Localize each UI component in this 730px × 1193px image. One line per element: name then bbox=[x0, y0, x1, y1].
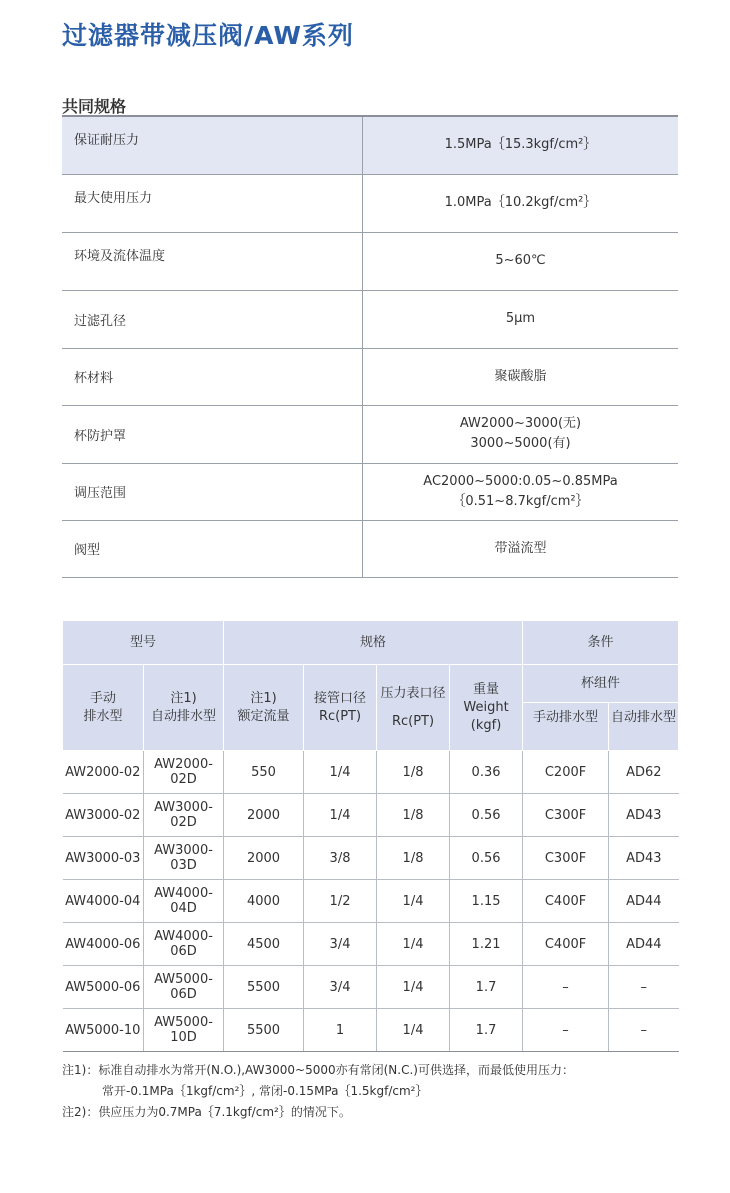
spec-row bbox=[62, 174, 678, 232]
cup-auto-cell: AD43 bbox=[609, 837, 679, 880]
table-row bbox=[63, 880, 679, 923]
port-size-cell: 1/2 bbox=[304, 880, 377, 923]
rated-flow-cell: 2000 bbox=[224, 794, 304, 837]
header-auto-drain-l1: 注1) bbox=[170, 690, 197, 706]
header-port-size-l2: Rc(PT) bbox=[318, 708, 362, 724]
spec-value-line: 1.5MPa｛15.3kgf/cm²｝ bbox=[444, 137, 597, 153]
spec-value bbox=[363, 290, 679, 348]
spec-row bbox=[62, 232, 678, 290]
header-auto-drain bbox=[144, 665, 224, 751]
spec-row bbox=[62, 520, 678, 577]
header-weight-l2: Weight bbox=[463, 699, 509, 715]
model-manual-cell: AW2000-02 bbox=[63, 751, 144, 794]
page-title: 过滤器带减压阀/AW系列 bbox=[62, 21, 354, 50]
spec-value bbox=[363, 463, 679, 520]
spec-value bbox=[363, 348, 679, 405]
spec-value-line: 聚碳酸脂 bbox=[494, 368, 547, 384]
cup-auto-cell: – bbox=[609, 1009, 679, 1052]
spec-label: 过滤孔径 bbox=[62, 290, 363, 348]
spec-row bbox=[62, 290, 678, 348]
gauge-port-cell: 1/4 bbox=[377, 923, 450, 966]
model-auto-cell: AW2000-02D bbox=[144, 751, 224, 794]
header-model: 型号 bbox=[63, 621, 224, 665]
model-auto-cell: AW3000-03D bbox=[144, 837, 224, 880]
gauge-port-cell: 1/4 bbox=[377, 1009, 450, 1052]
header-weight-l1: 重量 bbox=[473, 681, 500, 697]
spec-value bbox=[363, 405, 679, 463]
cup-manual-cell: – bbox=[523, 966, 609, 1009]
spec-label: 阀型 bbox=[62, 520, 363, 577]
header-cup-manual: 手动排水型 bbox=[523, 703, 609, 751]
model-auto-cell: AW5000-06D bbox=[144, 966, 224, 1009]
gauge-port-cell: 1/4 bbox=[377, 966, 450, 1009]
header-manual-drain-l2: 排水型 bbox=[83, 708, 123, 724]
spec-label: 最大使用压力 bbox=[62, 174, 363, 232]
header-cup-assembly: 杯组件 bbox=[523, 665, 679, 703]
header-spec: 规格 bbox=[224, 621, 523, 665]
table-row bbox=[63, 1009, 679, 1052]
rated-flow-cell: 5500 bbox=[224, 1009, 304, 1052]
rated-flow-cell: 4500 bbox=[224, 923, 304, 966]
header-auto-drain-l2: 自动排水型 bbox=[151, 708, 217, 724]
cup-auto-cell: – bbox=[609, 966, 679, 1009]
gauge-port-cell: 1/4 bbox=[377, 880, 450, 923]
footnotes bbox=[62, 1060, 702, 1123]
model-manual-cell: AW3000-02 bbox=[63, 794, 144, 837]
rated-flow-cell: 550 bbox=[224, 751, 304, 794]
port-size-cell: 3/4 bbox=[304, 923, 377, 966]
spec-value-line: 带溢流型 bbox=[494, 540, 547, 556]
spec-value-line: ｛0.51~8.7kgf/cm²｝ bbox=[452, 493, 589, 509]
spec-label: 保证耐压力 bbox=[62, 116, 363, 174]
cup-auto-cell: AD44 bbox=[609, 880, 679, 923]
spec-value-line: 5~60℃ bbox=[495, 253, 546, 268]
model-auto-cell: AW4000-04D bbox=[144, 880, 224, 923]
note-2: 注2)：供应压力为0.7MPa｛7.1kgf/cm²｝的情况下。 bbox=[62, 1105, 351, 1119]
rated-flow-cell: 2000 bbox=[224, 837, 304, 880]
spec-value-line: 5μm bbox=[505, 311, 536, 326]
model-manual-cell: AW5000-06 bbox=[63, 966, 144, 1009]
gauge-port-cell: 1/8 bbox=[377, 751, 450, 794]
weight-cell: 0.36 bbox=[450, 751, 523, 794]
spec-value bbox=[363, 520, 679, 577]
cup-manual-cell: C300F bbox=[523, 837, 609, 880]
spec-row bbox=[62, 116, 678, 174]
model-manual-cell: AW4000-04 bbox=[63, 880, 144, 923]
cup-auto-cell: AD62 bbox=[609, 751, 679, 794]
header-gauge-port-l1: 压力表口径 bbox=[380, 685, 446, 701]
rated-flow-cell: 4000 bbox=[224, 880, 304, 923]
model-manual-cell: AW5000-10 bbox=[63, 1009, 144, 1052]
port-size-cell: 1 bbox=[304, 1009, 377, 1052]
header-gauge-port-l2: Rc(PT) bbox=[391, 713, 435, 729]
cup-manual-cell: C200F bbox=[523, 751, 609, 794]
gauge-port-cell: 1/8 bbox=[377, 837, 450, 880]
cup-manual-cell: C300F bbox=[523, 794, 609, 837]
spec-value-line: 3000~5000(有) bbox=[470, 436, 571, 451]
spec-value-line: 1.0MPa｛10.2kgf/cm²｝ bbox=[444, 195, 597, 210]
cup-auto-cell: AD44 bbox=[609, 923, 679, 966]
rated-flow-cell: 5500 bbox=[224, 966, 304, 1009]
gauge-port-cell: 1/8 bbox=[377, 794, 450, 837]
common-specs-table bbox=[62, 115, 678, 578]
header-gauge-port bbox=[377, 665, 450, 751]
spec-value-line: AW2000~3000(无) bbox=[459, 416, 582, 431]
port-size-cell: 1/4 bbox=[304, 794, 377, 837]
header-rated-flow-l1: 注1) bbox=[250, 690, 277, 706]
header-port-size-l1: 接管口径 bbox=[314, 690, 367, 706]
header-manual-drain-l1: 手动 bbox=[89, 690, 116, 706]
note-1-detail: 常开-0.1MPa｛1kgf/cm²｝, 常闭-0.15MPa｛1.5kgf/cm²｝ bbox=[102, 1084, 428, 1098]
weight-cell: 0.56 bbox=[450, 837, 523, 880]
spec-value bbox=[363, 174, 679, 232]
table-row bbox=[63, 794, 679, 837]
port-size-cell: 3/4 bbox=[304, 966, 377, 1009]
spec-label: 杯材料 bbox=[62, 348, 363, 405]
cup-manual-cell: C400F bbox=[523, 880, 609, 923]
model-auto-cell: AW5000-10D bbox=[144, 1009, 224, 1052]
weight-cell: 1.7 bbox=[450, 966, 523, 1009]
model-manual-cell: AW4000-06 bbox=[63, 923, 144, 966]
spec-row bbox=[62, 348, 678, 405]
header-weight-l3: (kgf) bbox=[470, 717, 502, 733]
header-conditions: 条件 bbox=[523, 621, 679, 665]
header-weight bbox=[450, 665, 523, 751]
header-rated-flow-l2: 额定流量 bbox=[237, 708, 290, 724]
spec-label: 调压范围 bbox=[62, 463, 363, 520]
spec-row bbox=[62, 405, 678, 463]
cup-auto-cell: AD43 bbox=[609, 794, 679, 837]
model-auto-cell: AW4000-06D bbox=[144, 923, 224, 966]
spec-value bbox=[363, 232, 679, 290]
model-auto-cell: AW3000-02D bbox=[144, 794, 224, 837]
header-port-size bbox=[304, 665, 377, 751]
weight-cell: 0.56 bbox=[450, 794, 523, 837]
cup-manual-cell: C400F bbox=[523, 923, 609, 966]
spec-label: 环境及流体温度 bbox=[62, 232, 363, 290]
spec-value bbox=[363, 116, 679, 174]
table-row bbox=[63, 923, 679, 966]
weight-cell: 1.21 bbox=[450, 923, 523, 966]
cup-manual-cell: – bbox=[523, 1009, 609, 1052]
port-size-cell: 1/4 bbox=[304, 751, 377, 794]
header-manual-drain bbox=[63, 665, 144, 751]
port-size-cell: 3/8 bbox=[304, 837, 377, 880]
header-cup-auto: 自动排水型 bbox=[609, 703, 679, 751]
weight-cell: 1.7 bbox=[450, 1009, 523, 1052]
spec-value-line: AC2000~5000:0.05~0.85MPa bbox=[423, 473, 618, 489]
model-manual-cell: AW3000-03 bbox=[63, 837, 144, 880]
weight-cell: 1.15 bbox=[450, 880, 523, 923]
table-row bbox=[63, 966, 679, 1009]
table-row bbox=[63, 837, 679, 880]
note-1: 注1)：标准自动排水为常开(N.O.),AW3000~5000亦有常闭(N.C.)可供选择，而最低使用压力： bbox=[62, 1063, 574, 1077]
common-specs-heading: 共同规格 bbox=[62, 97, 127, 116]
header-rated-flow bbox=[224, 665, 304, 751]
spec-row bbox=[62, 463, 678, 520]
table-row bbox=[63, 751, 679, 794]
models-table bbox=[62, 620, 679, 1052]
spec-label: 杯防护罩 bbox=[62, 405, 363, 463]
